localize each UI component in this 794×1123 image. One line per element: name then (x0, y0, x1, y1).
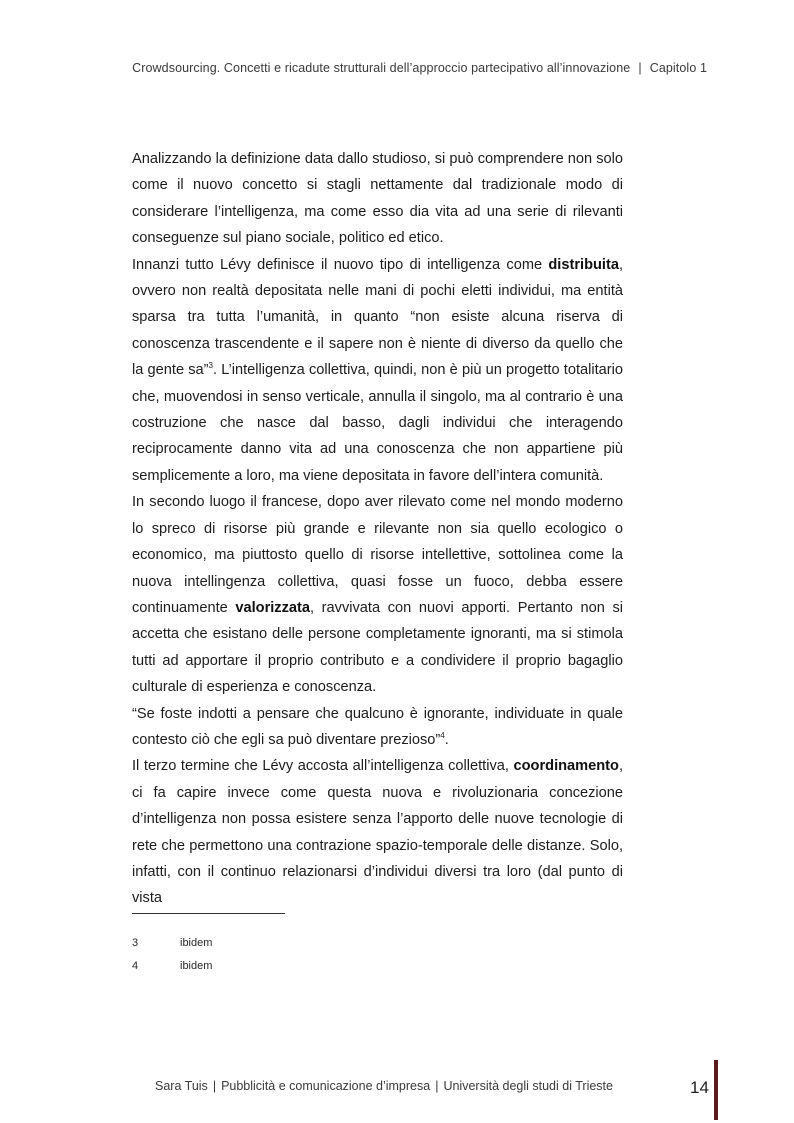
header-chapter: Capitolo 1 (649, 61, 707, 75)
footnotes (132, 937, 212, 983)
footnote-item (132, 937, 212, 960)
page-number: 14 (690, 1078, 709, 1097)
footnote-text: ibidem (180, 937, 213, 949)
footer-separator: | (435, 1079, 439, 1093)
footnote-divider (132, 913, 285, 914)
paragraph-2-text-a: Innanzi tutto Lévy definisce il nuovo tipo di intelligenza come (132, 256, 549, 273)
paragraph-4 (132, 701, 623, 754)
bold-term-valorizzata: valorizzata (235, 599, 310, 616)
paragraph-5-text-a: Il terzo termine che Lévy accosta all’intelligenza collettiva, (132, 758, 514, 775)
paragraph-4-end: . (444, 731, 449, 748)
footer-author: Sara Tuis (155, 1079, 208, 1093)
footer-separator: | (212, 1079, 217, 1093)
paragraph-5 (132, 753, 623, 911)
paragraph-5-text-b: , ci fa capire invece come questa nuova e rivoluzionaria concezione d’intelligenza non possa esistere senza l’apporto delle nuove tecnologie di rete che permettono una contrazione spazio-temporale delle distanze. Solo, infatti, con il continuo relazionarsi d’individui diversi tra loro (dal punto di vista (132, 758, 623, 907)
footer-course: Pubblicità e comunicazione d’impresa (221, 1079, 431, 1093)
body-text (132, 146, 623, 912)
paragraph-2-text-c: . L’intelligenza collettiva, quindi, non è più un progetto totalitario che, muovendosi in senso verticale, annulla il singolo, ma al contrario è una costruzione che nasce dal basso, dagli individui che interagendo reciprocamente danno vita ad una conoscenza che non appartiene più semplicemente a loro, ma viene depositata in favore dell’intera comunità. (132, 362, 623, 484)
paragraph-2-text-b: , ovvero non realtà depositata nelle mani di pochi eletti individui, ma entità sparsa tra tutta l’umanità, in quanto “non esiste alcuna riserva di conoscenza trascendente e il sapere non è niente di diverso da quello che la gente sa” (132, 256, 623, 379)
footnote-text: ibidem (180, 960, 213, 972)
footnote-ref-3[interactable]: 3 (208, 361, 213, 371)
paragraph-3 (132, 489, 623, 700)
bold-term-distribuita: distribuita (548, 256, 619, 273)
footnote-item (132, 960, 212, 983)
footnote-ref-4[interactable]: 4 (440, 730, 445, 740)
footer-university: Università degli studi di Trieste (443, 1079, 613, 1093)
header-title: Crowdsourcing. Concetti e ricadute strutturali dell’approccio partecipativo all’innovazione (132, 61, 631, 75)
paragraph-1-text: Analizzando la definizione data dallo studioso, si può comprendere non solo come il nuovo concetto si stagli nettamente dal tradizionale modo di considerare l’intelligenza, ma come esso dia vita ad una serie di rilevanti conseguenze sul piano sociale, politico ed etico. (132, 151, 623, 247)
bold-term-coordinamento: coordinamento (513, 758, 619, 775)
paragraph-3-text-a: In secondo luogo il francese, dopo aver rilevato come nel mondo moderno lo spreco di risorse più grande e rilevante non sia quello ecologico o economico, ma piuttosto quello di risorse intellettive, sottolinea come la nuova intellingenza collettiva, quasi fosse un fuoco, debba essere continuamente (132, 494, 623, 616)
footnote-number: 4 (132, 960, 139, 972)
header-separator: | (638, 61, 642, 75)
running-header (132, 61, 707, 75)
running-footer (155, 1079, 613, 1093)
footnote-number: 3 (132, 937, 139, 949)
paragraph-1 (132, 146, 623, 252)
paragraph-3-text-b: , ravvivata con nuovi apporti. Pertanto non si accetta che esistano delle persone completamente ignoranti, ma si stimola tutti ad apportare il proprio contributo e a condividere il proprio bagaglio culturale di esperienza e conoscenza. (132, 599, 624, 696)
paragraph-2 (132, 252, 623, 490)
page-accent-bar (714, 1060, 718, 1120)
paragraph-4-quote: “Se foste indotti a pensare che qualcuno è ignorante, individuate in quale contesto ciò che egli sa può diventare prezioso” (132, 705, 623, 748)
